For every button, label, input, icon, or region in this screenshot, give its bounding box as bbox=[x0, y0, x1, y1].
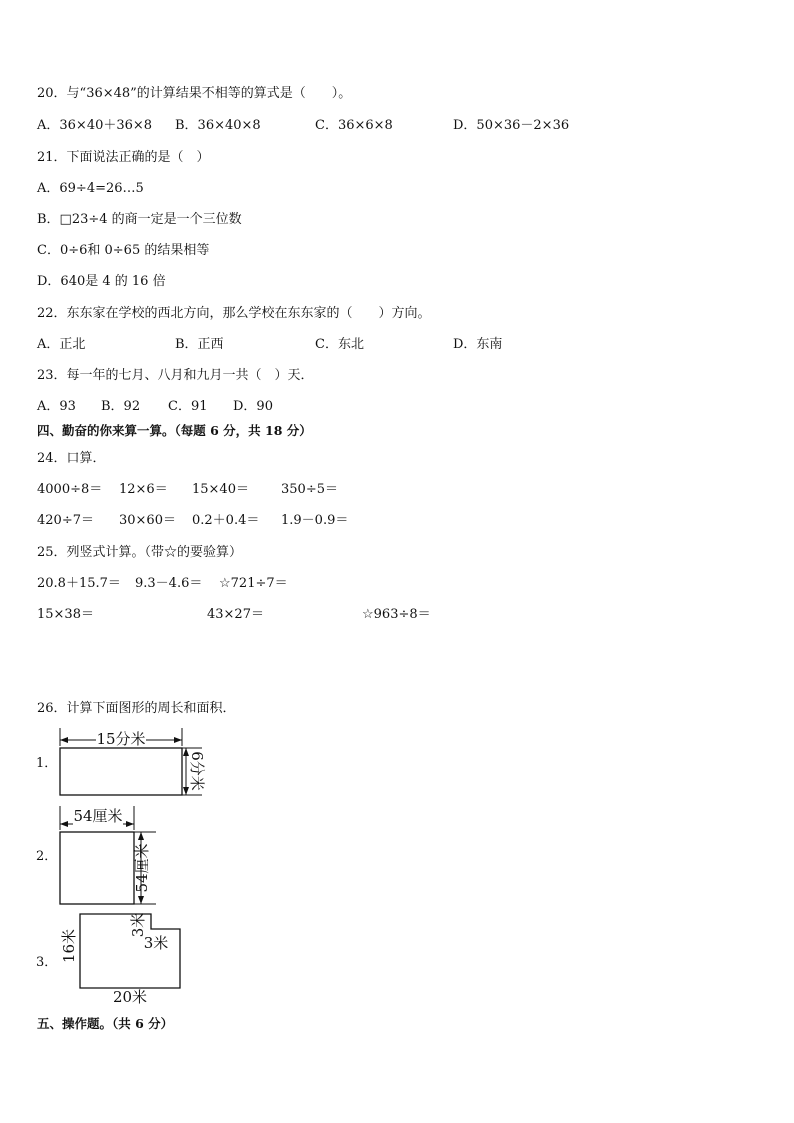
q21-option-a: A．69÷4=26…5 bbox=[37, 181, 144, 196]
q20-stem: 20．与“36×48”的计算结果不相等的算式是（ ）。 bbox=[37, 86, 352, 101]
q21-option-b: B．□23÷4 的商一定是一个三位数 bbox=[37, 212, 242, 227]
q23-option-b: B．92 bbox=[101, 399, 141, 414]
q22-option-a: A．正北 bbox=[37, 337, 86, 352]
q23-option-d: D．90 bbox=[233, 399, 273, 414]
section-4-title: 四、勤奋的你来算一算。（每题 6 分，共 18 分） bbox=[37, 423, 312, 438]
figure-2-shape bbox=[60, 832, 134, 904]
q25-item: 20.8＋15.7＝ bbox=[37, 576, 121, 591]
q25-item: ☆963÷8＝ bbox=[362, 607, 431, 622]
q22-option-c: C．东北 bbox=[315, 337, 364, 352]
figure-3-notched-rectangle bbox=[30, 908, 230, 1008]
section-5-title: 五、操作题。（共 6 分） bbox=[37, 1016, 174, 1031]
figure-3-height-label: 16米 bbox=[60, 928, 78, 964]
q22-option-b: B．正西 bbox=[175, 337, 224, 352]
q22-stem: 22．东东家在学校的西北方向，那么学校在东东家的（ ）方向。 bbox=[37, 306, 431, 321]
q26-stem: 26．计算下面图形的周长和面积． bbox=[37, 701, 236, 716]
q25-item: 15×38＝ bbox=[37, 607, 94, 622]
q20-option-d: D．50×36－2×36 bbox=[453, 118, 570, 133]
q23-stem: 23．每一年的七月、八月和九月一共（ ）天． bbox=[37, 368, 314, 383]
q25-item: 9.3－4.6＝ bbox=[135, 576, 203, 591]
q22-option-d: D．东南 bbox=[453, 337, 503, 352]
figure-2-square bbox=[30, 804, 230, 908]
q20-option-b: B．36×40×8 bbox=[175, 118, 261, 133]
figure-1-height-label: 6分米 bbox=[188, 751, 206, 791]
q25-stem: 25．列竖式计算。（带☆的要验算） bbox=[37, 545, 243, 560]
figure-3-width-label: 20米 bbox=[112, 988, 148, 1006]
q20-option-c: C．36×6×8 bbox=[315, 118, 393, 133]
q24-item: 420÷7＝ bbox=[37, 513, 94, 528]
figure-1-width-label: 15分米 bbox=[96, 730, 146, 748]
q25-item: 43×27＝ bbox=[207, 607, 264, 622]
q23-option-c: C．91 bbox=[168, 399, 208, 414]
figure-1-shape bbox=[60, 748, 182, 795]
q21-option-d: D．640是 4 的 16 倍 bbox=[37, 274, 166, 289]
q21-option-c: C．0÷6和 0÷65 的结果相等 bbox=[37, 243, 210, 258]
figure-3-number: 3． bbox=[36, 955, 58, 970]
q25-item: ☆721÷7＝ bbox=[219, 576, 288, 591]
figure-3-notch-width-label: 3米 bbox=[143, 934, 169, 952]
q21-stem: 21．下面说法正确的是（ ） bbox=[37, 150, 210, 165]
q24-item: 0.2＋0.4＝ bbox=[192, 513, 260, 528]
q24-item: 350÷5＝ bbox=[281, 482, 338, 497]
q24-stem: 24．口算． bbox=[37, 451, 106, 466]
figure-1-number: 1． bbox=[36, 756, 58, 771]
q20-option-a: A．36×40＋36×8 bbox=[37, 118, 153, 133]
q24-item: 12×6＝ bbox=[119, 482, 168, 497]
q24-item: 1.9－0.9＝ bbox=[281, 513, 349, 528]
figure-1-rectangle bbox=[30, 726, 230, 801]
figure-2-height-label: 54厘米 bbox=[133, 843, 151, 893]
q24-item: 15×40＝ bbox=[192, 482, 249, 497]
figure-2-width-label: 54厘米 bbox=[73, 807, 123, 825]
figure-2-number: 2． bbox=[36, 849, 58, 864]
q24-item: 30×60＝ bbox=[119, 513, 176, 528]
q23-option-a: A．93 bbox=[37, 399, 76, 414]
q24-item: 4000÷8＝ bbox=[37, 482, 103, 497]
figure-3-notch-height-label: 3米 bbox=[129, 912, 147, 938]
